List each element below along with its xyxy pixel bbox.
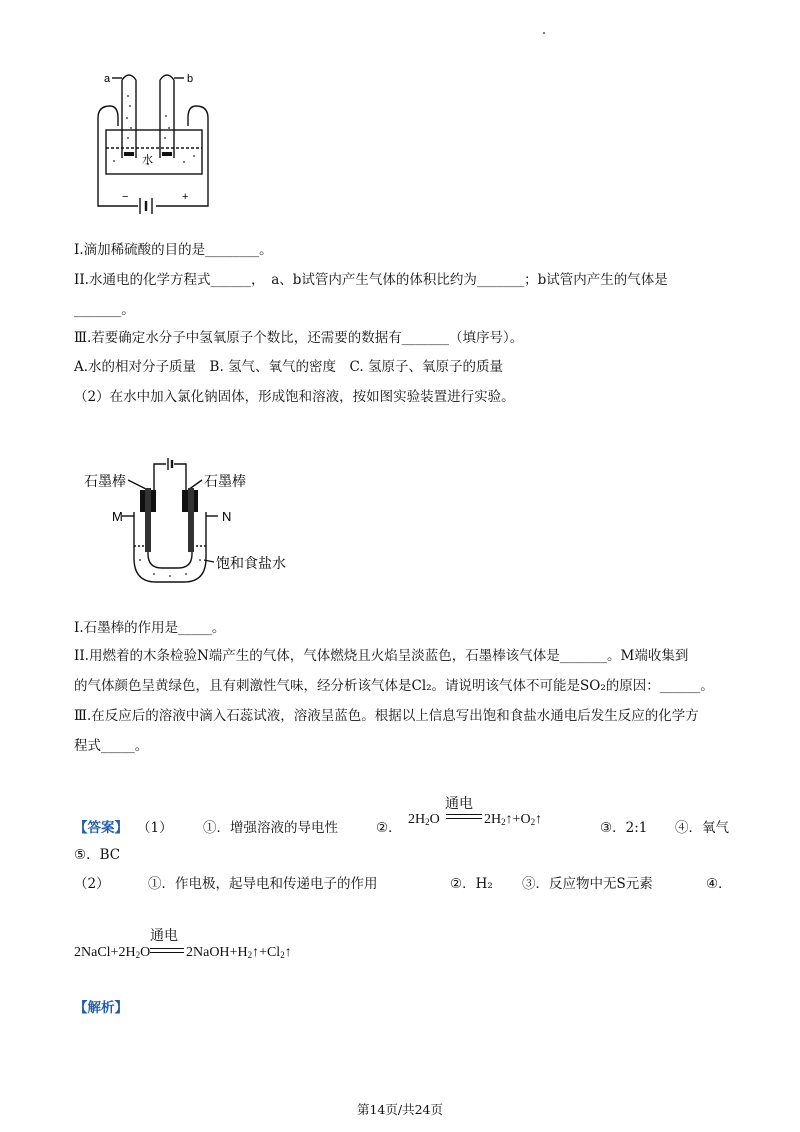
answer-1-2-num: ②． [376,820,402,836]
equation-1-sign [446,814,482,819]
label-m: M [112,509,123,524]
label-graphite-right: 石墨棒 [204,474,246,490]
equation-1-condition: 通电 [445,796,473,812]
answer-1-1: ①．增强溶液的导电性 [203,820,338,836]
label-minus: − [122,191,129,203]
answer-2-1: ①．作电极，起导电和传递电子的作用 [148,876,378,892]
q1-part2-cont: _______。 [74,302,135,318]
q2-part1: I.石墨棒的作用是_____。 [74,620,226,636]
q2-part2: II.用燃着的木条检验N端产生的气体，气体燃烧且火焰呈淡蓝色，石墨棒该气体是_______。M端收集到 [74,648,689,664]
answer-1-3: ③．2:1 [600,820,648,836]
page-footer: 第14页/共24页 [356,1102,444,1117]
q2-part3: Ⅲ.在反应后的溶液中滴入石蕊试液，溶液呈蓝色。根据以上信息写出饱和食盐水通电后发生反应的化学方 [74,708,699,724]
answer-2-4: ④． [706,876,732,892]
equation-2-sign [150,948,184,953]
scan-dot [543,32,545,34]
answer-tag: 【答案】 [74,820,128,836]
label-plus: + [182,191,189,203]
q1-part2: II.水通电的化学方程式______， a、b试管内产生气体的体积比约为_______；b试管内产生的气体是 [74,272,668,288]
label-n: N [222,509,232,524]
equation-1-products: $2H_2↑+O_2↑$ [484,812,543,827]
label-graphite-left: 石墨棒 [84,474,126,490]
answer-1-4: ④．氧气 [675,820,729,836]
equation-water-electrolysis: $2H_2O$ [408,812,440,827]
q1-part3: Ⅲ.若要确定水分子中氢氧原子个数比，还需要的数据有_______（填序号）。 [74,330,524,346]
q2-part3-cont: 程式_____。 [74,738,149,754]
q2-part2-cont: 的气体颜色呈黄绿色，且有刺激性气味，经分析该气体是Cl₂。请说明该气体不可能是SO₂的原因：______。 [74,678,714,694]
q1-part1: Ⅰ.滴加稀硫酸的目的是________。 [74,242,273,258]
label-a: a [104,73,111,85]
answer-2-2: ②．H₂ [450,876,493,892]
equation-brine-electrolysis: $2NaCl+2H_2O$ [74,945,151,960]
answer-1-5: ⑤．BC [74,847,121,863]
answer-num-2: （2） [74,876,110,892]
label-b: b [187,73,194,85]
q2-intro: （2）在水中加入氯化钠固体，形成饱和溶液，按如图实验装置进行实验。 [74,389,515,405]
brine-electrolysis-figure [82,450,287,590]
answer-2-3: ③．反应物中无S元素 [522,876,653,892]
analysis-tag: 【解析】 [74,1000,128,1016]
label-brine: 饱和食盐水 [216,556,286,572]
water-electrolysis-figure [84,66,224,218]
equation-2-condition: 通电 [150,928,178,944]
answer-num-1: （1） [137,820,173,836]
label-water: 水 [142,153,153,166]
q1-options: A.水的相对分子质量 B. 氢气、氧气的密度 C. 氢原子、氧原子的质量 [74,359,503,375]
equation-2-products: $2NaOH+H_2↑+Cl_2↑$ [186,945,292,960]
